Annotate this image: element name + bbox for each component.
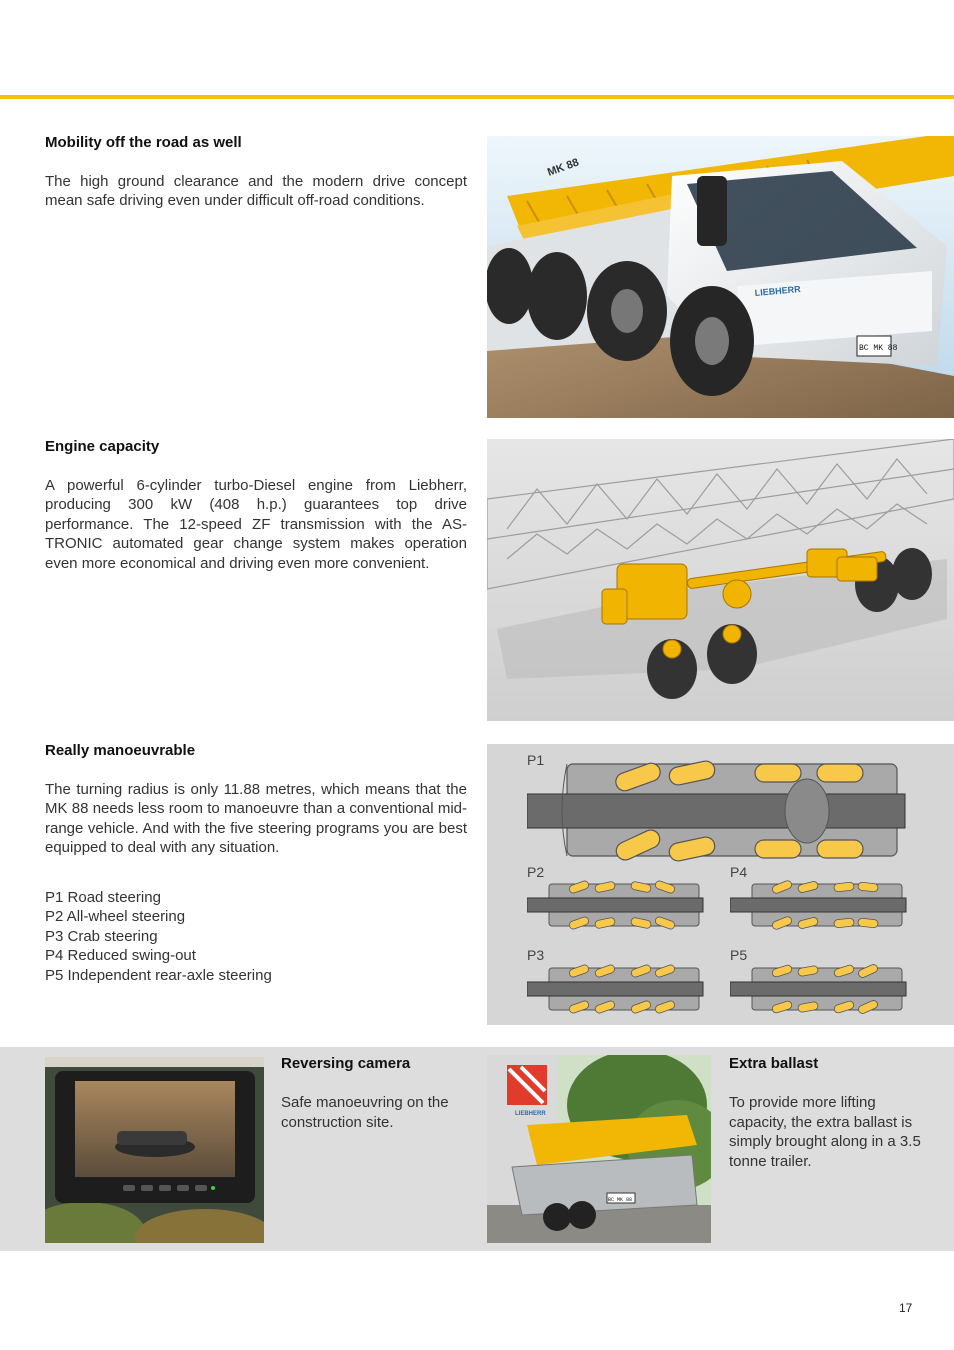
p3-steering-diagram (527, 964, 705, 1014)
program-p1: P1 Road steering (45, 889, 161, 906)
ballast-trailer-photo (487, 1055, 711, 1243)
engine-title: Engine capacity (45, 438, 160, 455)
p1-steering-diagram (527, 756, 907, 866)
trailer-licence-plate: BC MK 88 (608, 1197, 633, 1203)
mobility-title: Mobility off the road as well (45, 134, 242, 151)
crane-offroad-photo (487, 136, 954, 418)
p4-steering-diagram (730, 880, 908, 930)
p2-steering-diagram (527, 880, 705, 930)
reversing-camera-photo (45, 1057, 264, 1243)
diagram-label-p3: P3 (527, 947, 545, 963)
camera-text: Safe manoeuvring on the construction site. (281, 1094, 449, 1131)
steering-diagram-panel (487, 744, 954, 1025)
crane-brand-lettering: LIEBHERR (515, 1111, 546, 1117)
page-number: 17 (899, 1301, 913, 1315)
program-p5: P5 Independent rear-axle steering (45, 966, 272, 984)
diagram-label-p5: P5 (730, 947, 748, 963)
diagram-label-p4: P4 (730, 864, 748, 880)
manoeuvre-title: Really manoeuvrable (45, 742, 196, 759)
manoeuvre-text: The turning radius is only 11.88 metres, which means that the MK 88 needs less room to manoeuvre than a conventional mid-range vehicle. And with the five steering programs you are best equipped to deal with any situation. (45, 781, 467, 857)
diagram-label-p2: P2 (527, 864, 545, 880)
diagram-label-p1: P1 (527, 752, 545, 768)
ballast-title: Extra ballast (729, 1055, 819, 1072)
licence-plate: BC MK 88 (859, 344, 898, 353)
engine-xray-illustration (487, 439, 954, 721)
crane-boom-badge: MK 88 (545, 156, 581, 179)
mobility-text: The high ground clearance and the modern drive concept mean safe driving even under difficult off-road conditions. (45, 173, 467, 210)
ballast-text: To provide more lifting capacity, the extra ballast is simply brought along in a 3.5 tonne trailer. (729, 1094, 921, 1170)
p5-steering-diagram (730, 964, 908, 1014)
program-p3: P3 Crab steering (45, 927, 158, 945)
top-accent-line (0, 95, 954, 99)
program-p2: P2 All-wheel steering (45, 908, 186, 926)
engine-text: A powerful 6-cylinder turbo-Diesel engine from Liebherr, producing 300 kW (408 h.p.) guarantees top drive performance. The 12-speed ZF transmission with the AS-TRONIC automated gear change system makes operation even more economical and driving even more convenient. (45, 477, 467, 572)
camera-title: Reversing camera (281, 1055, 411, 1072)
cab-brand-lettering: LIEBHERR (754, 284, 802, 298)
steering-program-list (45, 888, 467, 985)
program-p4: P4 Reduced swing-out (45, 947, 196, 965)
